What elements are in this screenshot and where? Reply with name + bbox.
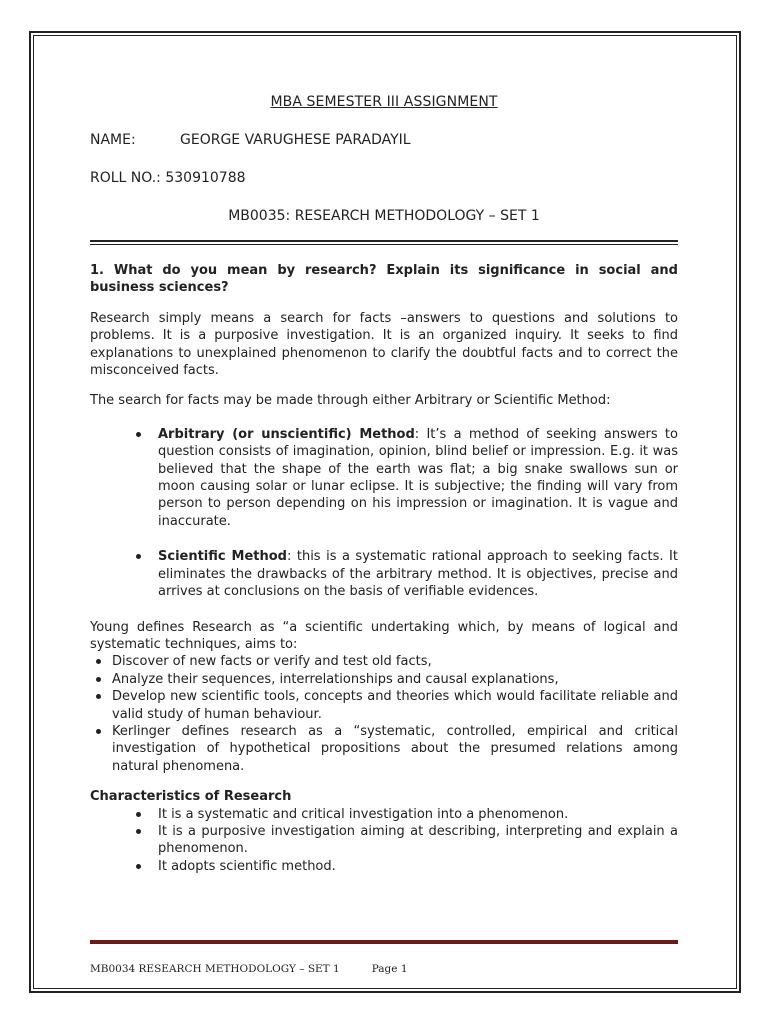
list-item: It is a purposive investigation aiming at describing, interpreting and explain a phenomenon. (90, 823, 678, 858)
footer-course: MB0034 RESEARCH METHODOLOGY – SET 1 (90, 963, 340, 975)
header-divider-thick (90, 240, 678, 242)
list-item: Discover of new facts or verify and test old facts, (90, 653, 678, 670)
characteristics-heading: Characteristics of Research (90, 789, 292, 805)
course-title: MB0035: RESEARCH METHODOLOGY – SET 1 (228, 208, 540, 224)
method-text: : It’s a method of seeking answers to question consists of imagination, opinion, blind belief or impression. E.g. it was believed that the shape of the earth was flat; a big snake swallows sun or moon causing solar or lunar eclipse. It is subjective; the finding will vary from person to person depending on his impression or imagination. It is vague and inaccurate. (158, 426, 678, 529)
methods-intro: The search for facts may be made through either Arbitrary or Scientific Method: (90, 393, 611, 409)
list-item (90, 426, 678, 530)
roll-value: 530910788 (165, 170, 246, 186)
method-term: Scientific Method (158, 549, 287, 565)
name-row (90, 132, 411, 149)
list-item (90, 548, 678, 600)
list-item: Kerlinger defines research as a “systematic, controlled, empirical and critical investigation of hypothetical propositions about the presumed relations among natural phenomena. (90, 723, 678, 775)
young-paragraph: Young defines Research as “a scientific undertaking which, by means of logical and systematic techniques, aims to: (90, 619, 678, 652)
methods-list (90, 426, 678, 601)
aims-list (90, 653, 678, 775)
name-value: GEORGE VARUGHESE PARADAYIL (180, 132, 411, 148)
body-area (90, 262, 678, 875)
footer (90, 963, 408, 975)
roll-label: ROLL NO.: (90, 170, 161, 186)
intro-paragraph: Research simply means a search for facts –answers to questions and solutions to problems. It is a purposive investigation. It is an organized inquiry. It seeks to find explanations to unexplained phenomenon to clarify the doubtful facts and to correct the misconceived facts. (90, 310, 678, 379)
footer-rule (90, 940, 678, 944)
question-heading: 1. What do you mean by research? Explain its significance in social and business sciences? (90, 263, 678, 296)
list-item: It is a systematic and critical investigation into a phenomenon. (90, 806, 678, 823)
method-text: : this is a systematic rational approach to seeking facts. It eliminates the drawbacks of the arbitrary method. It is objectives, precise and arrives at conclusions on the basis of verifiable evidences. (158, 549, 678, 600)
list-item: Develop new scientific tools, concepts and theories which would facilitate reliable and valid study of human behaviour. (90, 688, 678, 723)
list-item: It adopts scientific method. (90, 858, 678, 875)
roll-row (90, 170, 246, 187)
header-divider-thin (90, 244, 678, 245)
characteristics-list (90, 806, 678, 876)
method-term: Arbitrary (or unscientific) Method (158, 426, 415, 442)
page-number: Page 1 (371, 963, 408, 975)
name-label: NAME: (90, 132, 136, 148)
list-item: Analyze their sequences, interrelationships and causal explanations, (90, 671, 678, 688)
assignment-title: MBA SEMESTER III ASSIGNMENT (270, 94, 498, 110)
